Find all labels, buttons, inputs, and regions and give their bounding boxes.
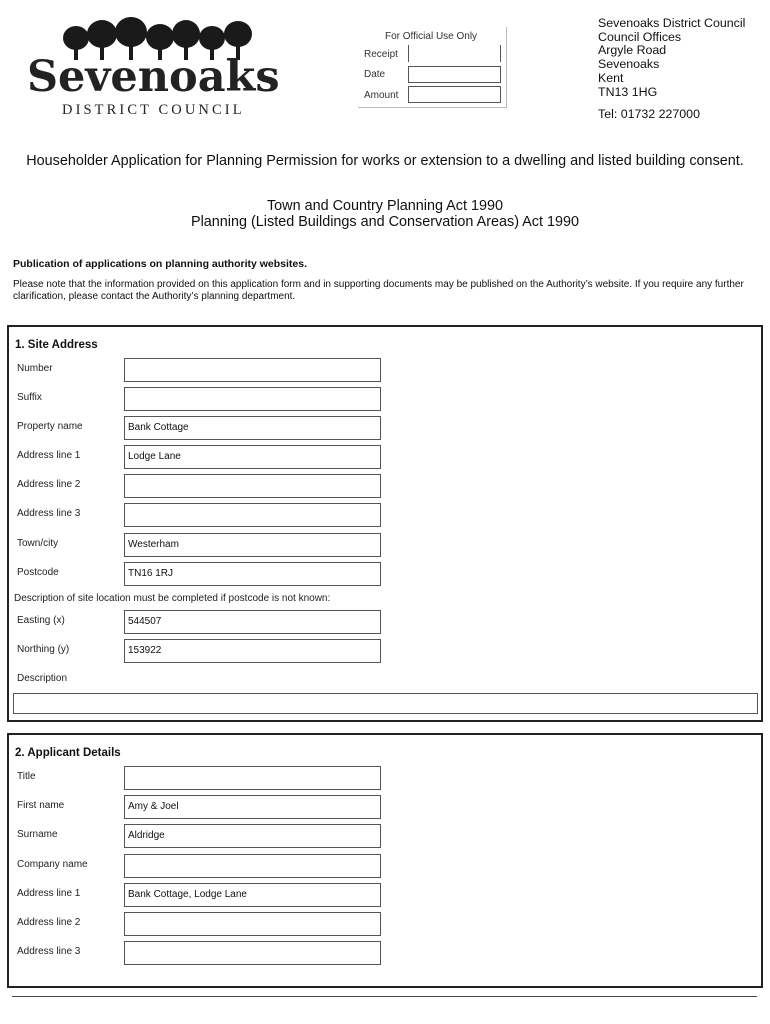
description-label: Description (17, 673, 68, 684)
company-name-label: Company name (17, 859, 88, 870)
town-city-label: Town/city (17, 538, 59, 549)
number-label: Number (17, 363, 53, 374)
site-address-section (7, 325, 763, 722)
amount-label: Amount (364, 90, 399, 101)
address-line: Argyle Road (598, 43, 667, 58)
applicant-details-section (7, 733, 763, 988)
address-line-3-label: Address line 3 (17, 508, 81, 519)
easting-field[interactable]: 544507 (124, 610, 381, 634)
address-line: Sevenoaks (598, 57, 660, 72)
page-divider (12, 996, 757, 997)
address-line: Sevenoaks District Council (598, 16, 746, 30)
date-field[interactable] (408, 66, 501, 83)
date-label: Date (364, 69, 386, 80)
applicant-address-line-2-label: Address line 2 (17, 917, 81, 928)
address-line: Kent (598, 70, 624, 85)
act-line: Town and Country Planning Act 1990 (266, 198, 503, 214)
receipt-field[interactable] (408, 45, 501, 62)
suffix-field[interactable] (124, 387, 381, 411)
location-note: Description of site location must be completed if postcode is not known: (14, 593, 331, 604)
section-title: 2. Applicant Details (15, 747, 121, 759)
first-name-field[interactable]: Amy & Joel (124, 795, 381, 819)
address-line-2-label: Address line 2 (17, 479, 81, 490)
title-label: Title (17, 771, 36, 782)
council-address (598, 17, 745, 99)
address-line-1-field[interactable]: Lodge Lane (124, 445, 381, 469)
first-name-label: First name (17, 800, 65, 811)
property-name-label: Property name (17, 421, 83, 432)
receipt-label: Receipt (364, 49, 398, 60)
publication-note: Please note that the information provided on this application form and in supporting documents may be published on the Authority’s website. If you require any further clarification, please contact the Authority’s planning department. (13, 279, 744, 302)
act-line: Planning (Listed Buildings and Conservation Areas) Act 1990 (191, 214, 579, 230)
legislation (20, 198, 750, 230)
applicant-address-line-2-field[interactable] (124, 912, 381, 936)
address-line-2-field[interactable] (124, 474, 381, 498)
town-city-field[interactable]: Westerham (124, 533, 381, 557)
company-name-field[interactable] (124, 854, 381, 878)
address-line-3-field[interactable] (124, 503, 381, 527)
logo-subtitle: DISTRICT COUNCIL (62, 102, 245, 118)
logo-wordmark: Sevenoaks (27, 52, 280, 102)
applicant-address-line-3-field[interactable] (124, 941, 381, 965)
postcode-field[interactable]: TN16 1RJ (124, 562, 381, 586)
publication-heading: Publication of applications on planning authority websites. (13, 258, 308, 270)
official-use-title: For Official Use Only (385, 31, 478, 42)
number-field[interactable] (124, 358, 381, 382)
suffix-label: Suffix (17, 392, 42, 403)
northing-label: Northing (y) (17, 644, 70, 655)
applicant-address-line-1-field[interactable]: Bank Cottage, Lodge Lane (124, 883, 381, 907)
form-title: Householder Application for Planning Permission for works or extension to a dwelling and listed building consent. (26, 153, 744, 169)
address-line: TN13 1HG (598, 84, 658, 99)
surname-field[interactable]: Aldridge (124, 824, 381, 848)
council-telephone: Tel: 01732 227000 (598, 107, 700, 121)
postcode-label: Postcode (17, 567, 59, 578)
easting-label: Easting (x) (17, 615, 65, 626)
surname-label: Surname (17, 829, 58, 840)
amount-field[interactable] (408, 86, 501, 103)
section-title: 1. Site Address (15, 339, 98, 351)
applicant-address-line-3-label: Address line 3 (17, 946, 81, 957)
property-name-field[interactable]: Bank Cottage (124, 416, 381, 440)
title-field[interactable] (124, 766, 381, 790)
applicant-address-line-1-label: Address line 1 (17, 888, 81, 899)
northing-field[interactable]: 153922 (124, 639, 381, 663)
description-field[interactable] (13, 693, 758, 714)
address-line: Council Offices (598, 29, 682, 44)
address-line-1-label: Address line 1 (17, 450, 81, 461)
